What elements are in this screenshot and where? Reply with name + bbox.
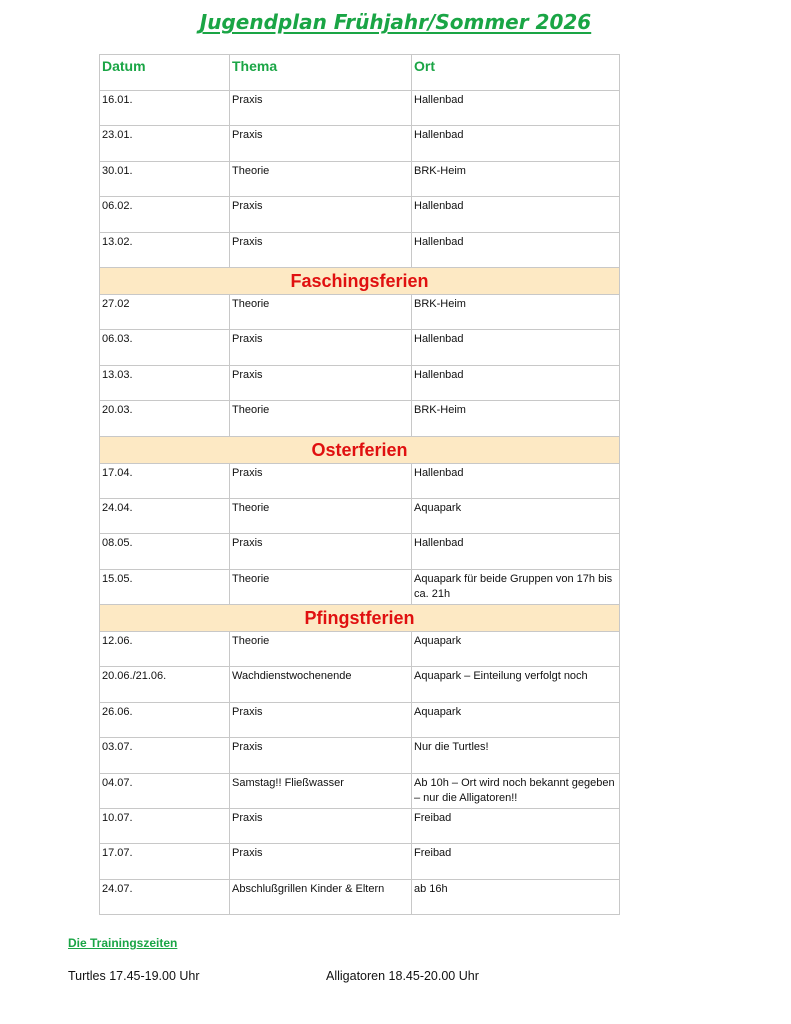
cell-place: Hallenbad bbox=[412, 463, 620, 498]
cell-topic: Theorie bbox=[230, 569, 412, 604]
cell-date: 24.04. bbox=[100, 498, 230, 533]
cell-date: 17.04. bbox=[100, 463, 230, 498]
cell-date: 23.01. bbox=[100, 126, 230, 161]
turtles-times: Turtles 17.45-19.00 Uhr bbox=[68, 969, 200, 983]
cell-topic: Praxis bbox=[230, 197, 412, 232]
holiday-break-row bbox=[100, 605, 620, 632]
cell-place: Aquapark bbox=[412, 702, 620, 737]
holiday-break-row bbox=[100, 436, 620, 463]
page-title: Jugendplan Frühjahr/Sommer 2026 bbox=[199, 10, 592, 34]
table-row bbox=[100, 569, 620, 604]
cell-date: 24.07. bbox=[100, 879, 230, 914]
cell-place: BRK-Heim bbox=[412, 401, 620, 436]
cell-topic: Abschlußgrillen Kinder & Eltern bbox=[230, 879, 412, 914]
cell-date: 06.03. bbox=[100, 330, 230, 365]
table-row bbox=[100, 91, 620, 126]
table-row bbox=[100, 365, 620, 400]
cell-date: 20.06./21.06. bbox=[100, 667, 230, 702]
cell-topic: Theorie bbox=[230, 294, 412, 329]
header-datum: Datum bbox=[100, 55, 230, 91]
cell-place: BRK-Heim bbox=[412, 161, 620, 196]
holiday-break-row bbox=[100, 267, 620, 294]
cell-topic: Praxis bbox=[230, 365, 412, 400]
cell-topic: Theorie bbox=[230, 401, 412, 436]
cell-place: BRK-Heim bbox=[412, 294, 620, 329]
alligators-times: Alligatoren 18.45-20.00 Uhr bbox=[326, 969, 479, 983]
cell-topic: Samstag!! Fließwasser bbox=[230, 773, 412, 808]
cell-place: Hallenbad bbox=[412, 330, 620, 365]
cell-date: 15.05. bbox=[100, 569, 230, 604]
cell-date: 20.03. bbox=[100, 401, 230, 436]
cell-date: 13.02. bbox=[100, 232, 230, 267]
table-row bbox=[100, 330, 620, 365]
table-row bbox=[100, 879, 620, 914]
cell-place: Hallenbad bbox=[412, 91, 620, 126]
table-row bbox=[100, 534, 620, 569]
cell-place: Aquapark bbox=[412, 498, 620, 533]
cell-date: 13.03. bbox=[100, 365, 230, 400]
cell-place: Nur die Turtles! bbox=[412, 738, 620, 773]
cell-topic: Theorie bbox=[230, 632, 412, 667]
cell-place: Hallenbad bbox=[412, 534, 620, 569]
cell-place: Freibad bbox=[412, 809, 620, 844]
cell-place: Aquapark für beide Gruppen von 17h bis ca. 21h bbox=[412, 569, 620, 604]
cell-date: 30.01. bbox=[100, 161, 230, 196]
cell-date: 12.06. bbox=[100, 632, 230, 667]
cell-topic: Praxis bbox=[230, 702, 412, 737]
table-row bbox=[100, 632, 620, 667]
cell-topic: Praxis bbox=[230, 232, 412, 267]
cell-topic: Wachdienstwochenende bbox=[230, 667, 412, 702]
table-row bbox=[100, 702, 620, 737]
cell-place: ab 16h bbox=[412, 879, 620, 914]
table-row bbox=[100, 294, 620, 329]
cell-topic: Praxis bbox=[230, 738, 412, 773]
cell-topic: Praxis bbox=[230, 534, 412, 569]
table-row bbox=[100, 126, 620, 161]
holiday-break-label: Pfingstferien bbox=[100, 605, 620, 632]
cell-date: 04.07. bbox=[100, 773, 230, 808]
table-row bbox=[100, 809, 620, 844]
schedule-table bbox=[99, 54, 620, 915]
cell-place: Hallenbad bbox=[412, 126, 620, 161]
schedule-body bbox=[100, 91, 620, 915]
cell-date: 16.01. bbox=[100, 91, 230, 126]
cell-topic: Praxis bbox=[230, 330, 412, 365]
cell-topic: Theorie bbox=[230, 498, 412, 533]
cell-date: 27.02 bbox=[100, 294, 230, 329]
table-row bbox=[100, 463, 620, 498]
cell-topic: Praxis bbox=[230, 126, 412, 161]
cell-date: 03.07. bbox=[100, 738, 230, 773]
table-row bbox=[100, 498, 620, 533]
table-header-row bbox=[100, 55, 620, 91]
table-row bbox=[100, 738, 620, 773]
table-row bbox=[100, 667, 620, 702]
holiday-break-label: Osterferien bbox=[100, 436, 620, 463]
table-row bbox=[100, 232, 620, 267]
cell-date: 06.02. bbox=[100, 197, 230, 232]
cell-date: 08.05. bbox=[100, 534, 230, 569]
cell-topic: Praxis bbox=[230, 809, 412, 844]
cell-topic: Praxis bbox=[230, 844, 412, 879]
cell-place: Aquapark – Einteilung verfolgt noch bbox=[412, 667, 620, 702]
cell-place: Aquapark bbox=[412, 632, 620, 667]
cell-date: 26.06. bbox=[100, 702, 230, 737]
header-thema: Thema bbox=[230, 55, 412, 91]
table-row bbox=[100, 401, 620, 436]
table-row bbox=[100, 197, 620, 232]
cell-place: Hallenbad bbox=[412, 197, 620, 232]
cell-place: Ab 10h – Ort wird noch bekannt gegeben – nur die Alligatoren!! bbox=[412, 773, 620, 808]
cell-topic: Praxis bbox=[230, 463, 412, 498]
header-ort: Ort bbox=[412, 55, 620, 91]
training-times-heading: Die Trainingszeiten bbox=[68, 936, 178, 950]
table-row bbox=[100, 844, 620, 879]
cell-topic: Praxis bbox=[230, 91, 412, 126]
cell-place: Hallenbad bbox=[412, 365, 620, 400]
cell-topic: Theorie bbox=[230, 161, 412, 196]
cell-place: Freibad bbox=[412, 844, 620, 879]
table-row bbox=[100, 773, 620, 808]
cell-date: 10.07. bbox=[100, 809, 230, 844]
table-row bbox=[100, 161, 620, 196]
cell-date: 17.07. bbox=[100, 844, 230, 879]
cell-place: Hallenbad bbox=[412, 232, 620, 267]
holiday-break-label: Faschingsferien bbox=[100, 267, 620, 294]
